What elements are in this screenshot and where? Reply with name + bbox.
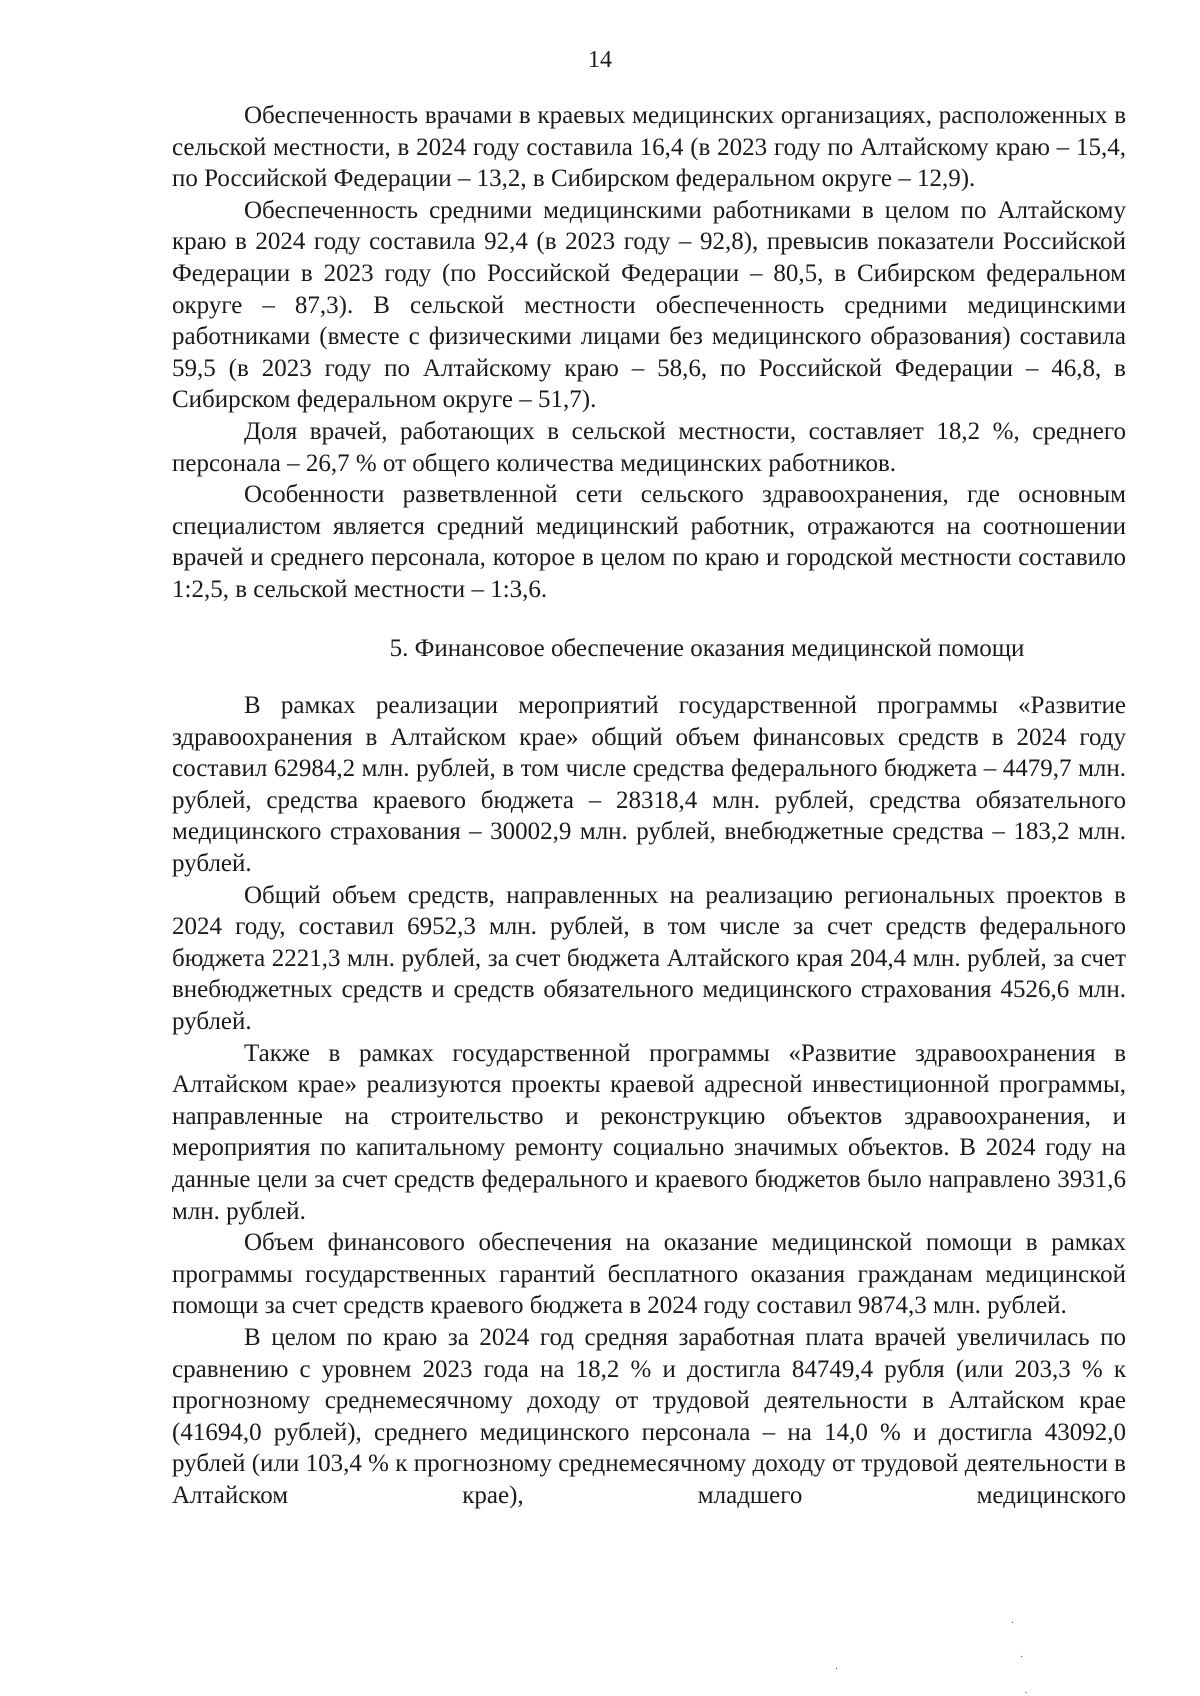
paragraph-rural-share: Доля врачей, работающих в сельской местности, составляет 18,2 %, среднего персонала – 26,7 % от общего количества медицинских работников. [172,417,1126,477]
paragraph-state-guarantees: Объем финансового обеспечения на оказание медицинской помощи в рамках программы государственных гарантий бесплатного оказания гражданам медицинской помощи за счет средств краевого бюджета в 2024 году составил 9874,3 млн. рублей. [172,1229,1126,1320]
scan-speck: ˎ [1024,1683,1029,1694]
document-body [172,100,1126,1512]
paragraph-ratio: Особенности разветвленной сети сельского здравоохранения, где основным специалистом является средний медицинский работник, отражаются на соотношении врачей и среднего персонала, которое в целом по краю и городской местности составило 1:2,5, в сельской местности – 1:3,6. [172,481,1126,603]
paragraph-salaries: В целом по краю за 2024 год средняя заработная плата врачей увеличилась по сравнению с уровнем 2023 года на 18,2 % и достигла 84749,4 рубля (или 203,3 % к прогнозному среднемесячному доходу от трудовой деятельности в Алтайском крае (41694,0 рублей), среднего медицинского персонала – на 14,0 % и достигла 43092,0 рублей (или 103,4 % к прогнозному среднемесячному доходу от трудовой деятельности в Алтайском крае), младшего медицинского [172,1323,1126,1509]
paragraph-investment-program: Также в рамках государственной программы «Развитие здравоохранения в Алтайском крае» реализуются проекты краевой адресной инвестиционной программы, направленные на строительство и реконструкцию объектов здравоохранения, и мероприятия по капитальному ремонту социально значимых объектов. В 2024 году на данные цели за счет средств федерального и краевого бюджетов было направлено 3931,6 млн. рублей. [172,1039,1126,1225]
scan-speck: · [1020,1652,1024,1663]
paragraph-nursing-staff: Обеспеченность средними медицинскими работниками в целом по Алтайскому краю в 2024 году составила 92,4 (в 2023 году – 92,8), превысив показатели Российской Федерации в 2023 году (по Российской Федерации – 80,5, в Сибирском федеральном округе – 87,3). В сельской местности обеспеченность средними медицинскими работниками (вместе с физическими лицами без медицинского образования) составила 59,5 (в 2023 году по Алтайскому краю – 58,6, по Российской Федерации – 46,8, в Сибирском федеральном округе – 51,7). [172,196,1126,414]
scan-speck: · [835,1664,839,1675]
paragraph-rural-doctors: Обеспеченность врачами в краевых медицинских организациях, расположенных в сельской местности, в 2024 году составила 16,4 (в 2023 году по Алтайскому краю – 15,4, по Российской Федерации – 13,2, в Сибирском федеральном округе – 12,9). [172,102,1126,193]
paragraph-regional-projects: Общий объем средств, направленных на реализацию региональных проектов в 2024 году, составил 6952,3 млн. рублей, в том числе за счет средств федерального бюджета 2221,3 млн. рублей, за счет бюджета Алтайского края 204,4 млн. рублей, за счет внебюджетных средств и средств обязательного медицинского страхования 4526,6 млн. рублей. [172,881,1126,1036]
paragraph-program-funding: В рамках реализации мероприятий государственной программы «Развитие здравоохранения в Алтайском крае» общий объем финансовых средств в 2024 году составил 62984,2 млн. рублей, в том числе средства федерального бюджета – 4479,7 млн. рублей, средства краевого бюджета – 28318,4 млн. рублей, средства обязательного медицинского страхования – 30002,9 млн. рублей, внебюджетные средства – 183,2 млн. рублей. [172,692,1126,878]
section-heading: 5. Финансовое обеспечение оказания медицинской помощи [389,634,1025,662]
page-number: 14 [588,47,612,73]
scan-speck: · [1011,1618,1015,1629]
